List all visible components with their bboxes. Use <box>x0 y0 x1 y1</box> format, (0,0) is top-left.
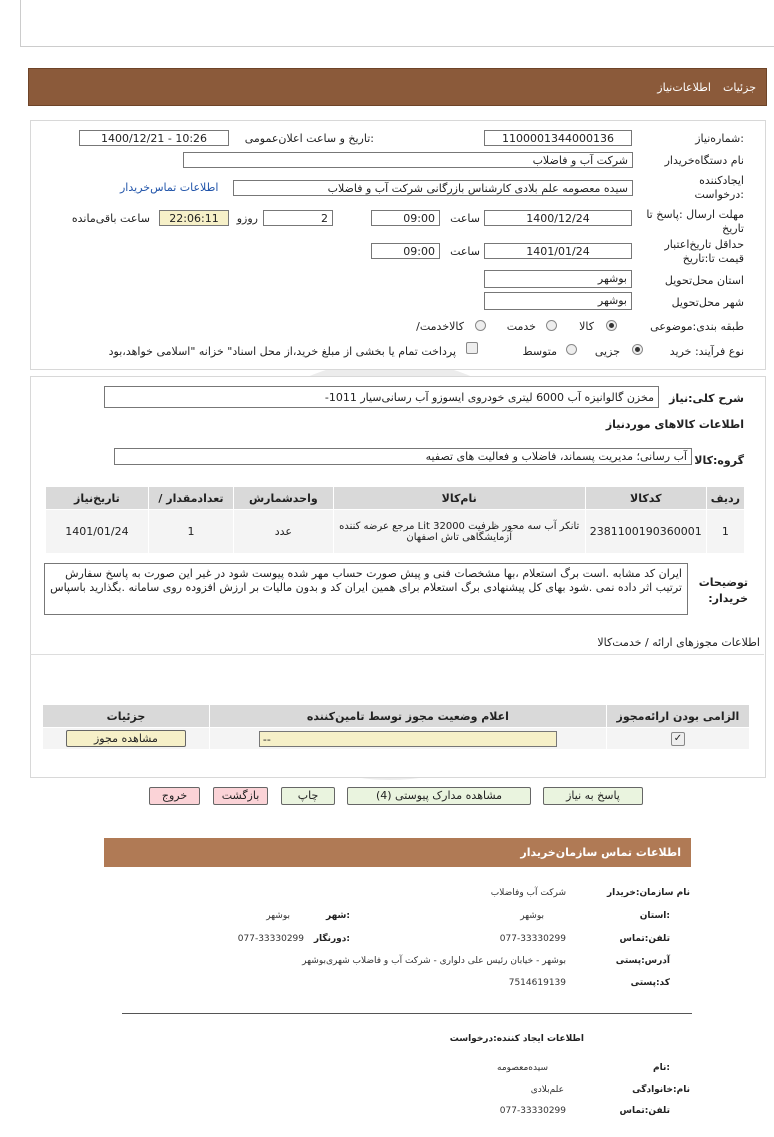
announce-field: 1400/12/21 - 10:26 <box>79 130 229 146</box>
buyer-org-field: شرکت آب و فاضلاب <box>183 152 633 168</box>
contact-postal-label: کد:پستی <box>630 978 670 988</box>
first-name-value: سیده‌معصومه <box>497 1063 548 1073</box>
table-row <box>43 728 750 750</box>
cell-unit: عدد <box>234 510 334 554</box>
contact-address-value: بوشهر - خیابان رئیس علی دلواری - شرکت آب و فاضلاب شهری‌بوشهر <box>302 956 566 966</box>
cell-quantity: 1 <box>148 510 233 554</box>
validity-time-label: ساعت <box>450 245 480 258</box>
reply-time-label: ساعت <box>450 212 480 225</box>
goods-group-label: گروه:کالا <box>694 454 744 467</box>
col-permit-details: جزئیات <box>43 705 210 728</box>
goods-info-title: اطلاعات کالاهای موردنیاز <box>605 418 744 431</box>
tab-need-info[interactable]: اطلاعات‌نیاز <box>657 81 711 94</box>
reply-button[interactable]: پاسخ به نیاز <box>543 787 643 805</box>
contact-title: اطلاعات تماس سازمان‌خریدار <box>520 846 681 859</box>
contact-fax-value: 077-33330299 <box>237 934 304 944</box>
col-need-date: تاریخ‌نیاز <box>46 487 149 510</box>
table-row <box>46 510 745 554</box>
last-name-value: علم‌بلادی <box>530 1085 564 1095</box>
category-goods-label: کالا <box>579 320 594 333</box>
buyer-notes-label-2: :خریدار <box>708 592 748 605</box>
payment-note: پرداخت تمام یا بخشی از مبلغ خرید،از محل اسناد" خزانه "اسلامی خواهد،بود <box>108 345 456 358</box>
contact-divider <box>122 1013 692 1014</box>
permits-table-header <box>43 705 750 728</box>
col-permit-required: الزامی بودن ارائه‌مجوز <box>606 705 749 728</box>
cell-need-date: 1401/01/24 <box>46 510 149 554</box>
days-label: روزو <box>236 212 258 225</box>
process-medium-radio[interactable] <box>566 344 577 355</box>
first-name-label: نام: <box>653 1063 670 1073</box>
contact-city-value: بوشهر <box>266 911 290 921</box>
days-field: 2 <box>263 210 333 226</box>
contact-province-label: استان: <box>639 911 670 921</box>
print-button[interactable]: چاپ <box>281 787 335 805</box>
category-goods-service-radio[interactable] <box>475 320 486 331</box>
cell-permit-status <box>209 728 606 750</box>
reply-deadline-label: مهلت ارسال :پاسخ تا <box>646 208 744 221</box>
col-goods-name: نام‌کالا <box>333 487 585 510</box>
category-goods-radio[interactable] <box>606 320 617 331</box>
contact-address-label: آدرس:پستی <box>615 956 670 966</box>
permits-divider <box>30 654 764 655</box>
permits-table <box>42 704 750 750</box>
general-desc-label: شرح کلی:نیاز <box>669 392 744 405</box>
province-field: بوشهر <box>484 270 632 288</box>
general-desc-field: -1011 مخزن گالوانیزه آب 6000 لیتری خودروی ایسوزو آب رسانی‌سیار <box>104 386 659 408</box>
contact-city-label: شهر: <box>326 911 350 921</box>
category-goods-service-label: /کالاخدمت <box>416 320 464 333</box>
validity-date-field: 1401/01/24 <box>484 243 632 259</box>
creator-phone-label: تلفن:تماس <box>619 1106 670 1116</box>
city-label: شهر محل‌تحویل <box>671 296 744 309</box>
exit-button[interactable]: خروج <box>149 787 200 805</box>
city-field: بوشهر <box>484 292 632 310</box>
category-service-radio[interactable] <box>546 320 557 331</box>
tab-details[interactable]: جزئیات <box>723 81 756 94</box>
col-goods-code: کدکالا <box>585 487 706 510</box>
reply-deadline-label-2: تاریخ <box>722 222 744 235</box>
validity-time-field: 09:00 <box>371 243 440 259</box>
col-row: ردیف <box>706 487 744 510</box>
creator-label-2: درخواست: <box>694 188 744 201</box>
need-number-field: 1100001344000136 <box>484 130 632 146</box>
need-number-label: شماره‌نیاز: <box>695 132 744 145</box>
view-permit-button[interactable]: مشاهده مجوز <box>66 730 186 747</box>
treasury-checkbox[interactable] <box>466 342 478 354</box>
back-button[interactable]: بازگشت <box>213 787 268 805</box>
contact-header <box>104 838 691 867</box>
announce-label: تاریخ و ساعت اعلان‌عمومی: <box>244 132 374 145</box>
contact-postal-value: 7514619139 <box>508 978 566 988</box>
buyer-contact-link[interactable]: اطلاعات تماس‌خریدار <box>120 181 219 194</box>
page-header <box>28 68 767 106</box>
validity-label: حداقل تاریخ‌اعتبار <box>664 238 744 251</box>
goods-table-header <box>46 487 745 510</box>
frame-top-line <box>20 46 774 47</box>
cell-permit-details <box>43 728 210 750</box>
province-label: استان محل‌تحویل <box>664 274 744 287</box>
contact-phone-label: تلفن:تماس <box>619 934 670 944</box>
goods-table <box>45 486 745 554</box>
contact-fax-label: دورنگار: <box>313 934 350 944</box>
frame-left-line <box>20 0 21 46</box>
contact-phone-value: 077-33330299 <box>499 934 566 944</box>
goods-group-field: آب رسانی؛ مدیریت پسماند، فاضلاب و فعالیت های تصفیه <box>114 448 692 465</box>
cell-goods-code: 2381100190360001 <box>585 510 706 554</box>
org-value: شرکت آب وفاضلاب <box>490 888 566 898</box>
permit-status-field: -- <box>259 731 557 747</box>
cell-goods-name: تانکر آب سه محور ظرفیت 32000 Lit مرجع عرضه کننده آزمایشگاهی تاش اصفهان <box>333 510 585 554</box>
creator-field: سیده معصومه علم بلادی کارشناس بازرگانی شرکت آب و فاضلاب <box>233 180 633 196</box>
buyer-notes-label: توضیحات <box>698 576 748 589</box>
creator-info-title: اطلاعات ایجاد کننده:درخواست <box>449 1034 584 1044</box>
col-quantity: / تعدادمقدار <box>148 487 233 510</box>
process-label: نوع فرآیند: خرید <box>669 345 744 358</box>
attachments-button[interactable]: مشاهده مدارک پیوستی (4) <box>347 787 531 805</box>
validity-label-2: قیمت تا:تاریخ <box>682 252 744 265</box>
contact-province-value: بوشهر <box>520 911 544 921</box>
process-minor-radio[interactable] <box>632 344 643 355</box>
last-name-label: نام:خانوادگی <box>632 1085 690 1095</box>
buyer-notes-box: ایران کد مشابه .است برگ استعلام ،بها مشخصات فنی و پیش صورت حساب مهر شده پیوست شود در غیر این صورت به پاسخ سفارش ترتیب اثر داده نمی .شود بهای کل پیشنهادی برگ استعلام برای همین ایران کد و بدون مالیات بر ارزش افزوده روی سامانه .بگذارید باسپاس <box>44 563 688 615</box>
category-label: طبقه بندی:موضوعی <box>650 320 744 333</box>
reply-date-field: 1400/12/24 <box>484 210 632 226</box>
creator-phone-value: 077-33330299 <box>499 1106 566 1116</box>
category-service-label: خدمت <box>506 320 536 333</box>
creator-label: ایجادکننده <box>699 174 744 187</box>
permit-required-checkbox: ✓ <box>671 732 685 746</box>
process-medium-label: متوسط <box>522 345 557 358</box>
remaining-label: ساعت باقی‌مانده <box>71 212 150 225</box>
permits-title: اطلاعات مجوزهای ارائه / خدمت‌کالا <box>597 636 760 649</box>
buyer-org-label: نام دستگاه‌خریدار <box>664 154 744 167</box>
process-minor-label: جزیی <box>594 345 620 358</box>
remaining-time-field: 22:06:11 <box>159 210 229 226</box>
col-permit-status: اعلام وضعیت مجوز توسط تامین‌کننده <box>209 705 606 728</box>
col-unit: واحدشمارش <box>234 487 334 510</box>
org-label: نام سازمان:خریدار <box>606 888 690 898</box>
reply-time-field: 09:00 <box>371 210 440 226</box>
cell-permit-required <box>606 728 749 750</box>
cell-row: 1 <box>706 510 744 554</box>
